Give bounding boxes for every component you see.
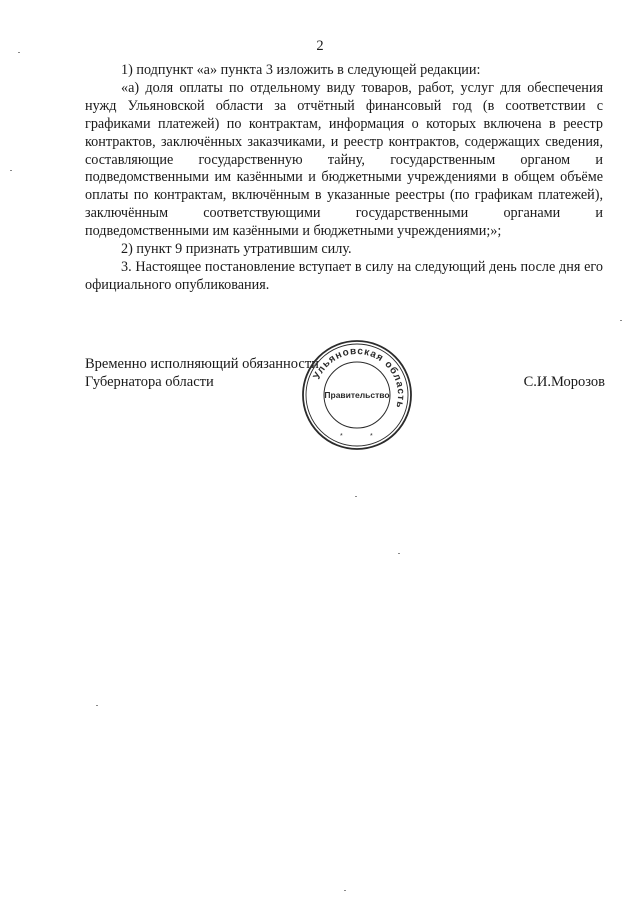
scan-speck [355, 496, 357, 497]
scan-speck [10, 170, 12, 171]
svg-text:*: * [340, 433, 343, 440]
scan-speck [620, 320, 622, 321]
paragraph-subitem-1: 1) подпункт «а» пункта 3 изложить в следующей редакции: [121, 62, 481, 78]
signatory-title-line2: Губернатора области [85, 374, 214, 390]
scan-speck [344, 890, 346, 891]
paragraph-effective-date: 3. Настоящее постановление вступает в силу на следующий день после дня его официального опубликования. [85, 258, 603, 293]
paragraph-quoted-text: «а) доля оплаты по отдельному виду товаров, работ, услуг для обеспечения нужд Ульяновской области за отчётный финансовый год (в соответствии с графиками платежей) по контрактам, информация о которых включена в реестр контрактов, заключённых заказчиками, и реестр контрактов, содержащих сведения, составляющие государственную тайну, государственным органом и подведомственными им казёнными и бюджетными учреждениями в общем объёме оплаты по контрактам, включённым в указанные реестры (по графикам платежей), заключённым соответствующими государственными органами и подведомственными им казёнными и бюджетными учреждениями;»; [85, 79, 603, 240]
scan-speck [398, 553, 400, 554]
signatory-name: С.И.Морозов [523, 374, 605, 390]
official-seal [300, 338, 414, 452]
scan-speck [96, 705, 98, 706]
document-body [85, 62, 603, 295]
paragraph-subitem-2: 2) пункт 9 признать утратившим силу. [121, 241, 352, 258]
scan-speck [18, 52, 20, 53]
page-number: 2 [316, 38, 324, 54]
svg-text:*: * [370, 433, 373, 440]
signatory-title-line1: Временно исполняющий обязанности [85, 356, 319, 372]
svg-text:Ульяновская область: Ульяновская область [311, 345, 407, 410]
svg-text:Правительство: Правительство [324, 390, 390, 400]
